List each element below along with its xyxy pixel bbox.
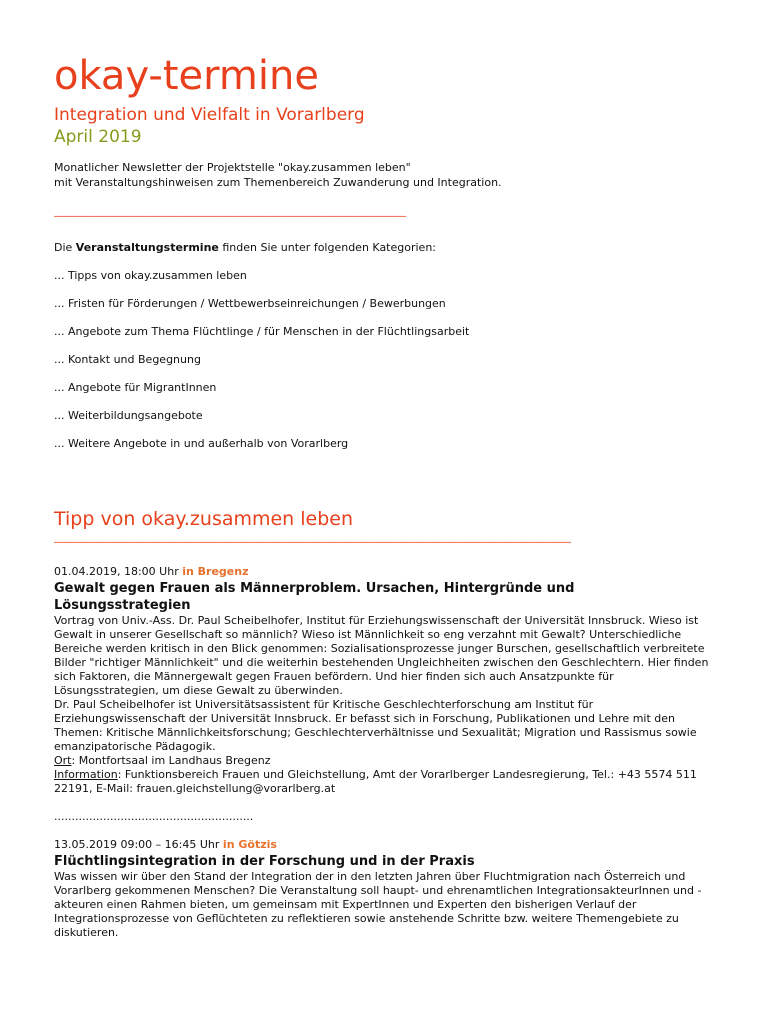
event-venue — [54, 754, 714, 768]
category-item[interactable]: ... Weiterbildungsangebote — [54, 409, 203, 422]
event-date: 01.04.2019, 18:00 Uhr — [54, 565, 183, 578]
newsletter-page — [54, 52, 714, 940]
category-item[interactable]: ... Fristen für Förderungen / Wettbewerbseinreichungen / Bewerbungen — [54, 297, 446, 310]
header-rule: ________________________________________________________________ — [54, 204, 406, 217]
category-item[interactable]: ... Weitere Angebote in und außerhalb von Vorarlberg — [54, 437, 349, 450]
event-title: Flüchtlingsintegration in der Forschung und in der Praxis — [54, 854, 475, 869]
event-entry — [54, 838, 714, 940]
event-body — [54, 614, 714, 796]
event-description: Vortrag von Univ.-Ass. Dr. Paul Scheibelhofer, Institut für Erziehungswissenschaft der Universität Innsbruck. Wieso ist Gewalt in unserer Gesellschaft so männlich? Wieso ist Männlichkeit so eng verzahnt mit Gewalt? Unterschiedliche Bereiche werden kritisch in den Blick genommen: Sozialisationsprozesse junger Burschen, gesellschaftlich verbreitete Bilder "richtiger Männlichkeit" und die weiterhin bestehenden Ungleichheiten zwischen den Geschlechtern. Hier finden sich Faktoren, die Männergewalt gegen Frauen befördern. Und hier finden sich auch Ansatzpunkte für Lösungsstrategien, um diese Gewalt zu überwinden. — [54, 614, 709, 697]
intro-text — [54, 160, 714, 190]
event-entry — [54, 565, 714, 796]
event-date: 13.05.2019 09:00 – 16:45 Uhr — [54, 838, 223, 851]
category-item[interactable]: ... Angebote zum Thema Flüchtlinge / für Menschen in der Flüchtlingsarbeit — [54, 325, 470, 338]
venue-value: : Montfortsaal im Landhaus Bregenz — [71, 754, 271, 767]
category-list — [54, 268, 714, 451]
issue-month: April 2019 — [54, 127, 142, 147]
intro-line-2: mit Veranstaltungshinweisen zum Themenbereich Zuwanderung und Integration. — [54, 176, 502, 189]
intro-line-1: Monatlicher Newsletter der Projektstelle "okay.zusammen leben" — [54, 161, 411, 174]
event-information — [54, 768, 714, 796]
section-rule: ______________________________________________________________________________________________ — [54, 531, 571, 543]
event-body — [54, 870, 714, 940]
event-speaker-bio: Dr. Paul Scheibelhofer ist Universitätsassistent für Kritische Geschlechterforschung am Institut für Erziehungswissenschaft der Universität Innsbruck. Er befasst sich in Forschung, Publikationen und Lehre mit den Themen: Kritische Männlichkeitsforschung; Geschlechterverhältnisse und Sexualität; Migration und Rassismus sowie emanzipatorische Pädagogik. — [54, 698, 697, 753]
info-value: : Funktionsbereich Frauen und Gleichstellung, Amt der Vorarlberger Landesregierung, Tel.: +43 5574 511 22191, E-Mail: frauen.gleichstellung@vorarlberg.at — [54, 768, 697, 795]
event-separator: ......................................................... — [54, 810, 254, 823]
category-item[interactable]: ... Tipps von okay.zusammen leben — [54, 269, 247, 282]
category-item[interactable]: ... Angebote für MigrantInnen — [54, 381, 217, 394]
event-location: in Götzis — [222, 838, 277, 851]
event-location: in Bregenz — [182, 565, 249, 578]
categories-intro-suffix: finden Sie unter folgenden Kategorien: — [218, 241, 436, 254]
categories-intro-bold: Veranstaltungstermine — [75, 241, 219, 254]
event-title: Gewalt gegen Frauen als Männerproblem. Ursachen, Hintergründe und Lösungsstrategien — [54, 581, 575, 613]
subtitle: Integration und Vielfalt in Vorarlberg — [54, 105, 365, 125]
section-title: Tipp von okay.zusammen leben — [54, 508, 354, 530]
category-item[interactable]: ... Kontakt und Begegnung — [54, 353, 201, 366]
categories-intro — [54, 240, 714, 255]
venue-label: Ort — [54, 754, 72, 767]
info-label: Information — [54, 768, 118, 781]
event-description: Was wissen wir über den Stand der Integration der in den letzten Jahren über Fluchtmigration nach Österreich und Vorarlberg gekommenen Menschen? Die Veranstaltung soll haupt- und ehrenamtlichen IntegrationsakteurInnen und -akteuren einen Rahmen bieten, um gemeinsam mit ExpertInnen und Experten den bisherigen Verlauf der Integrationsprozesse von Geflüchteten zu reflektieren sowie anstehende Schritte bzw. weitere Themengebiete zu diskutieren. — [54, 870, 702, 939]
brand-title: okay-termine — [54, 53, 319, 99]
event-datetime — [54, 565, 714, 579]
categories-intro-prefix: Die — [54, 241, 76, 254]
event-datetime — [54, 838, 714, 852]
